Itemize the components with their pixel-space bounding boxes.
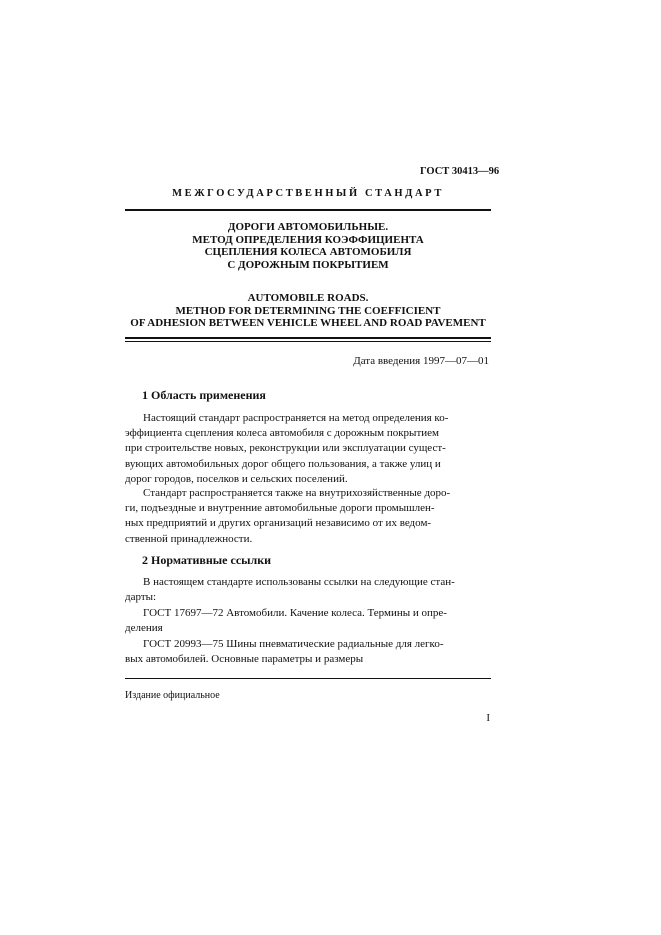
text-line: дарты: bbox=[125, 591, 157, 604]
text-line: вых автомобилей. Основные параметры и размеры bbox=[125, 653, 364, 666]
text-line: В настоящем стандарте использованы ссылки на следующие стан- bbox=[143, 576, 455, 588]
text-line: ГОСТ 17697—72 Автомобили. Качение колеса. Термины и опре- bbox=[143, 607, 447, 619]
text-line: вующих автомобильных дорог общего пользования, а также улиц и bbox=[125, 457, 441, 470]
title-en-line: METHOD FOR DETERMINING THE COEFFICIENT bbox=[175, 304, 441, 317]
text-line: Настоящий стандарт распространяется на метод определения ко- bbox=[143, 412, 449, 424]
title-ru-line: ДОРОГИ АВТОМОБИЛЬНЫЕ. bbox=[227, 221, 389, 233]
title-ru-line: СЦЕПЛЕНИЯ КОЛЕСА АВТОМОБИЛЯ bbox=[204, 246, 412, 258]
text-line: при строительстве новых, реконструкции или эксплуатации сущест- bbox=[125, 442, 446, 455]
text-line: ных предприятий и других организаций независимо от их ведом- bbox=[125, 517, 432, 530]
section-1-heading: 1 Область применения bbox=[142, 388, 266, 402]
title-russian bbox=[125, 221, 491, 271]
title-bottom-rule bbox=[125, 337, 491, 339]
title-ru-line: МЕТОД ОПРЕДЕЛЕНИЯ КОЭФФИЦИЕНТА bbox=[192, 233, 424, 246]
section-2-reference-2 bbox=[125, 637, 491, 667]
section-1-paragraph-2 bbox=[125, 486, 491, 547]
section-2-heading: 2 Нормативные ссылки bbox=[142, 553, 272, 567]
edition-note: Издание официальное bbox=[125, 690, 220, 701]
title-english bbox=[125, 292, 491, 330]
introduction-date: Дата введения 1997—07—01 bbox=[353, 355, 489, 367]
section-2-paragraph-1 bbox=[125, 575, 491, 605]
page-number: I bbox=[486, 712, 490, 724]
text-line: Стандарт распространяется также на внутрихозяйственные доро- bbox=[143, 487, 451, 499]
title-en-line: AUTOMOBILE ROADS. bbox=[247, 292, 369, 304]
section-1-paragraph-1 bbox=[125, 411, 491, 487]
text-line: деления bbox=[125, 622, 163, 635]
document-code: ГОСТ 30413—96 bbox=[420, 166, 500, 177]
standard-type-label: МЕЖГОСУДАРСТВЕННЫЙ СТАНДАРТ bbox=[172, 188, 444, 199]
text-line: ги, подъездные и внутренние автомобильные дороги промышлен- bbox=[125, 502, 435, 515]
text-line: ГОСТ 20993—75 Шины пневматические радиальные для легко- bbox=[143, 638, 444, 650]
text-line: эффициента сцепления колеса автомобиля с дорожным покрытием bbox=[125, 427, 439, 440]
title-en-line: OF ADHESION BETWEEN VEHICLE WHEEL AND ROAD PAVEMENT bbox=[130, 317, 486, 329]
title-top-rule bbox=[125, 209, 491, 211]
text-line: ственной принадлежности. bbox=[125, 532, 253, 545]
text-line: дорог городов, поселков и сельских поселений. bbox=[125, 472, 348, 485]
footer-rule bbox=[125, 678, 491, 679]
title-bottom-rule-thin bbox=[125, 341, 491, 342]
title-ru-line: С ДОРОЖНЫМ ПОКРЫТИЕМ bbox=[227, 258, 389, 271]
section-2-reference-1 bbox=[125, 606, 491, 636]
